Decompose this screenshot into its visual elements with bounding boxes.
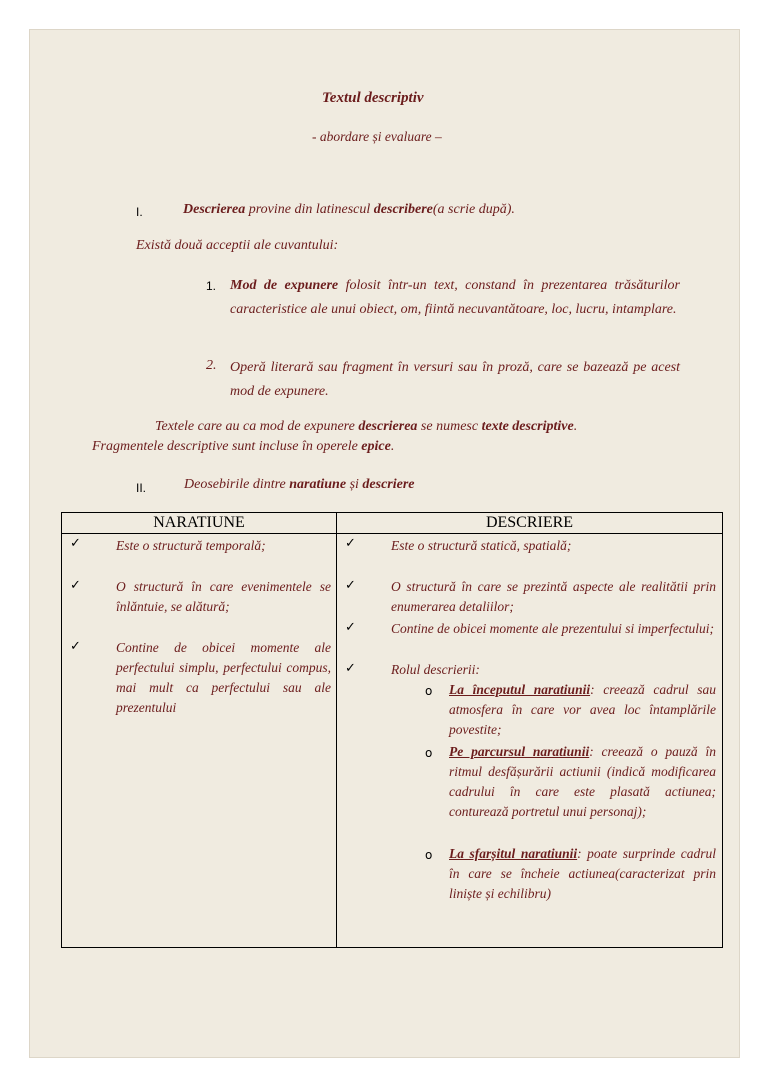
term-naratiune: naratiune [289, 477, 347, 492]
role-3 [449, 844, 716, 904]
para-text-4: Fragmentele descriptive sunt incluse în operele [92, 439, 362, 454]
term-texte-descriptive: texte descriptive [481, 419, 574, 434]
term-mod-de-expunere: Mod de expunere [230, 278, 339, 293]
check-icon: ✓ [345, 620, 356, 635]
item-2-number: 2. [206, 358, 217, 373]
role-1-term: La începutul naratiunii [449, 682, 591, 697]
section-2-numeral: II. [136, 481, 147, 495]
descriptive-paragraph [92, 415, 680, 439]
section-1-line [183, 202, 515, 218]
check-icon: ✓ [345, 661, 356, 676]
check-icon: ✓ [345, 536, 356, 551]
naratiune-point-3: Contine de obicei momente ale perfectului simplu, perfectului compus, mai mult ca perfectului sau ale prezentului [116, 640, 331, 715]
para-text-1: Textele care au ca mod de expunere [155, 419, 359, 434]
para-text-3: . [573, 419, 578, 434]
naratiune-point-1: Este o structură temporală; [116, 538, 266, 553]
term-descrierea: Descrierea [183, 202, 246, 217]
item-1-number: 1. [206, 279, 217, 293]
descriere-point-2: O structură în care se prezintă aspecte ale realitătii prin enumerarea detaliilor; [391, 579, 716, 614]
section-1-text-end: (a scrie după). [432, 202, 515, 217]
role-2-term: Pe parcursul naratiunii [449, 744, 590, 759]
descriere-point-1: Este o structură statică, spatială; [391, 538, 572, 553]
comparison-table [61, 512, 723, 948]
acceptii-line: Există două acceptii ale cuvantului: [136, 238, 339, 253]
item-1-description: folosit într-un text, constand în prezentarea trăsăturilor caracteristice ale unui obiect, om, fiintă necuvantătoare, loc, lucru, intamplare. [230, 278, 681, 317]
circle-bullet-icon: o [425, 746, 433, 760]
descriere-point-4: Rolul descrierii: [391, 662, 480, 677]
check-icon: ✓ [70, 578, 81, 593]
para-text-5: . [390, 439, 395, 454]
naratiune-cell [62, 534, 337, 948]
section-2-line [184, 477, 415, 493]
role-1 [449, 680, 716, 740]
para-text-2: se numesc [417, 419, 482, 434]
role-2-text: : creează o pauză în ritmul desfășurării actiunii (indică modificarea cadrului în care este plasată actiunea; conturează portretul unui personaj); [449, 744, 716, 819]
header-naratiune: NARATIUNE [62, 513, 337, 534]
circle-bullet-icon: o [425, 848, 433, 862]
term-descrierea-2: descrierea [358, 419, 418, 434]
role-1-text: : creează cadrul sau atmosfera în care vor avea loc întamplările povestite; [449, 682, 716, 737]
descriptive-paragraph-line-2 [92, 439, 394, 455]
circle-bullet-icon: o [425, 684, 433, 698]
term-descriere: descriere [362, 477, 415, 492]
section-1-text: provine din latinescul [245, 202, 374, 217]
role-3-text: : poate surprinde cadrul în care se încheie actiunea(caracterizat prin liniște și echilibru) [449, 846, 717, 901]
role-2 [449, 742, 716, 822]
section-2-mid: și [346, 477, 363, 492]
header-descriere: DESCRIERE [337, 513, 723, 534]
check-icon: ✓ [70, 639, 81, 654]
descriere-point-3: Contine de obicei momente ale prezentului si imperfectului; [391, 621, 715, 636]
naratiune-point-2: O structură în care evenimentele se înlăntuie, se alătură; [116, 579, 331, 614]
item-2-text: Operă literară sau fragment în versuri sau în proză, care se bazează pe acest mod de expunere. [230, 360, 680, 399]
section-1-numeral: I. [136, 205, 143, 219]
descriere-cell [337, 534, 723, 948]
term-describere: describere [373, 202, 433, 217]
section-2-text: Deosebirile dintre [184, 477, 290, 492]
role-3-term: La sfarșitul naratiunii [449, 846, 578, 861]
item-1-text [230, 274, 680, 322]
document-title: Textul descriptiv [322, 90, 424, 106]
term-epice: epice [361, 439, 391, 454]
check-icon: ✓ [70, 536, 81, 551]
document-subtitle: - abordare și evaluare – [312, 129, 442, 144]
check-icon: ✓ [345, 578, 356, 593]
